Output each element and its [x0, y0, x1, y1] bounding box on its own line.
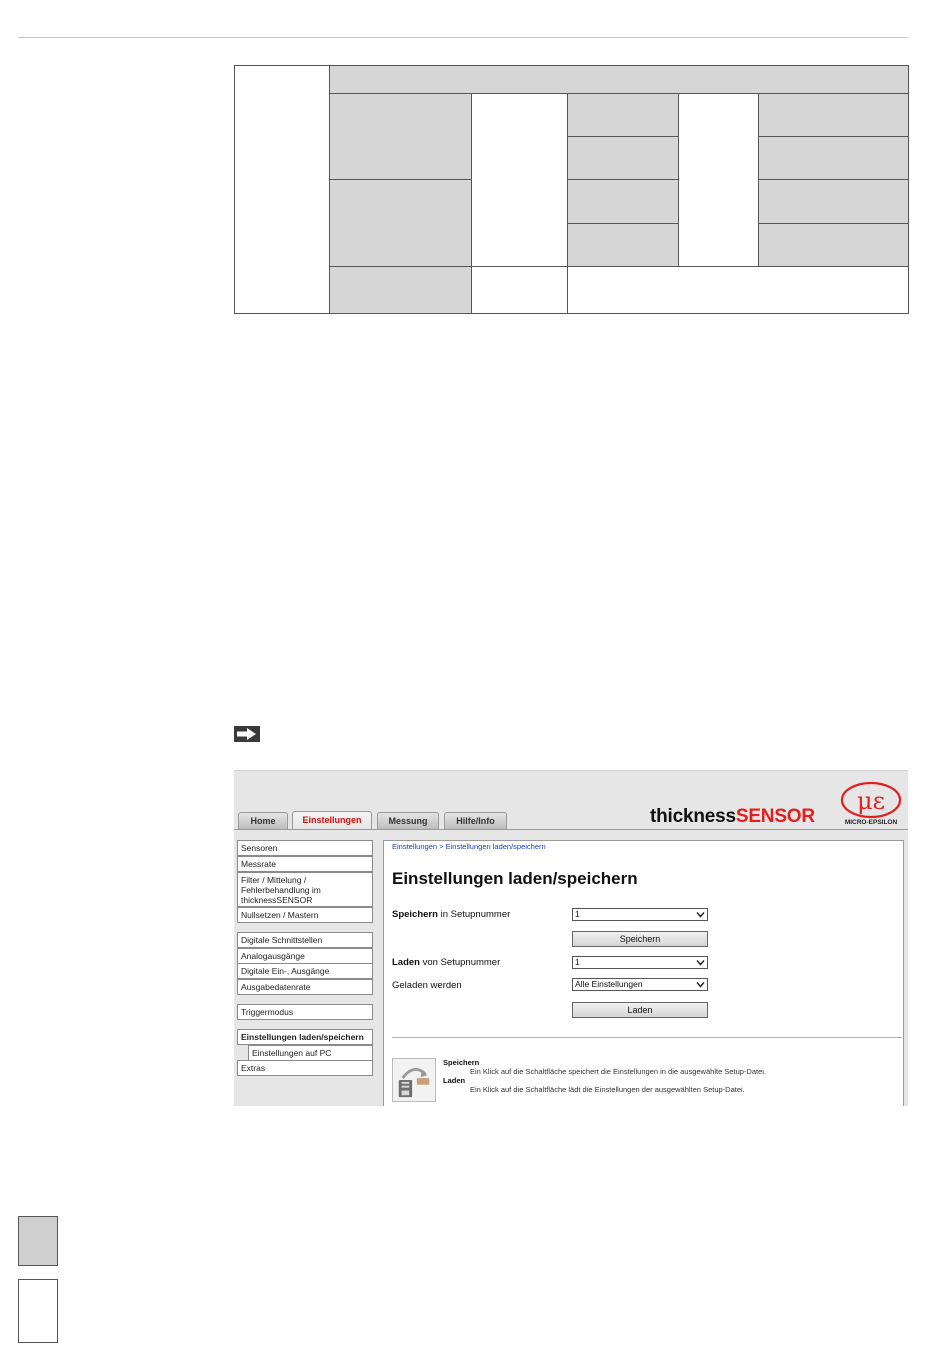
matrix-row-header-cell: [234, 65, 330, 314]
loaded-items-select[interactable]: [572, 978, 708, 991]
help-load-heading: Laden: [443, 1076, 466, 1085]
sidebar-item-einstellungen-laden-speichern[interactable]: Einstellungen laden/speichern: [237, 1029, 373, 1045]
matrix-cell: [329, 179, 472, 267]
load-setup-select[interactable]: [572, 956, 708, 969]
content-panel: [383, 840, 904, 1106]
chevron-down-icon: [696, 959, 705, 966]
matrix-cell: [758, 179, 909, 224]
sidebar-item-digitale-ein-ausgaenge[interactable]: Digitale Ein-, Ausgänge: [237, 963, 373, 979]
logo-text: MICRO-EPSILON: [844, 819, 898, 826]
tab-bar: [234, 771, 908, 829]
load-setup-select-value: 1: [575, 957, 580, 967]
sidebar-item-sensoren[interactable]: Sensoren: [237, 840, 373, 856]
matrix-header-cell: [329, 65, 909, 94]
tab-hilfe-info[interactable]: Hilfe/Info: [444, 812, 507, 829]
page-side-marker-grey: [18, 1216, 58, 1266]
save-setup-select[interactable]: [572, 908, 708, 921]
brand-prefix: thickness: [650, 806, 736, 827]
save-setup-select-value: 1: [575, 909, 580, 919]
tab-einstellungen[interactable]: Einstellungen: [292, 811, 372, 829]
brand-suffix: SENSOR: [735, 806, 815, 827]
save-label-rest: in Setupnummer: [437, 909, 511, 920]
matrix-cell: [758, 93, 909, 137]
sidebar-item-nullsetzen[interactable]: Nullsetzen / Mastern: [237, 907, 373, 923]
tab-divider: [234, 829, 908, 830]
sidebar-item-filter[interactable]: Filter / Mittelung / Fehlerbehandlung im thicknessSENSOR: [237, 872, 373, 907]
help-save-heading: Speichern: [443, 1058, 480, 1067]
sidebar-item-triggermodus[interactable]: Triggermodus: [237, 1004, 373, 1020]
sidebar-item-extras[interactable]: Extras: [237, 1060, 373, 1076]
save-load-help-icon: [392, 1058, 436, 1102]
breadcrumb-current[interactable]: Einstellungen laden/speichern: [445, 842, 546, 851]
sidebar-item-digitale-schnittstellen[interactable]: Digitale Schnittstellen: [237, 932, 373, 948]
load-button[interactable]: Laden: [572, 1002, 708, 1018]
matrix-cell: [471, 266, 568, 314]
load-label-rest: von Setupnummer: [419, 957, 501, 968]
breadcrumb: [392, 842, 546, 851]
matrix-cell: [567, 266, 909, 314]
tab-messung[interactable]: Messung: [377, 812, 439, 829]
save-setup-label: [392, 909, 510, 920]
save-label-bold: Speichern: [392, 909, 438, 920]
matrix-cell: [758, 223, 909, 267]
sidebar-item-ausgabedatenrate[interactable]: Ausgabedatenrate: [237, 979, 373, 995]
matrix-cell: [567, 93, 679, 137]
right-arrow-icon: [234, 726, 260, 742]
sidebar-item-analogausgaenge[interactable]: Analogausgänge: [237, 948, 373, 964]
tab-home[interactable]: Home: [238, 812, 288, 829]
chevron-down-icon: [696, 981, 705, 988]
content-divider: [392, 1037, 902, 1038]
header-rule: [18, 37, 908, 38]
settings-matrix-table: [234, 65, 909, 314]
matrix-cell: [567, 223, 679, 267]
matrix-cell: [758, 136, 909, 180]
web-interface-screenshot: [234, 770, 908, 1106]
matrix-cell: [678, 93, 759, 267]
page-side-marker-white: [18, 1279, 58, 1343]
help-save-text: Ein Klick auf die Schaltfläche speichert die Einstellungen in die ausgewählte Setup-Datei.: [470, 1067, 767, 1076]
chevron-down-icon: [696, 911, 705, 918]
loaded-items-label: Geladen werden: [392, 980, 462, 991]
page-title: Einstellungen laden/speichern: [392, 869, 638, 888]
product-brand: [650, 806, 815, 828]
svg-text:με: με: [856, 787, 886, 815]
load-setup-label: [392, 957, 500, 968]
help-load-text: Ein Klick auf die Schaltfläche lädt die Einstellungen der ausgewählten Setup-Datei.: [470, 1085, 745, 1094]
matrix-cell: [567, 136, 679, 180]
breadcrumb-einstellungen[interactable]: Einstellungen: [392, 842, 438, 851]
matrix-cell: [471, 93, 568, 267]
save-button[interactable]: Speichern: [572, 931, 708, 947]
loaded-items-select-value: Alle Einstellungen: [575, 979, 643, 989]
matrix-cell: [567, 179, 679, 224]
matrix-cell: [329, 93, 472, 180]
breadcrumb-separator: >: [439, 842, 444, 851]
matrix-cell: [329, 266, 472, 314]
sidebar-item-messrate[interactable]: Messrate: [237, 856, 373, 872]
load-label-bold: Laden: [392, 957, 420, 968]
sidebar-item-einstellungen-pc[interactable]: Einstellungen auf PC: [248, 1045, 373, 1061]
